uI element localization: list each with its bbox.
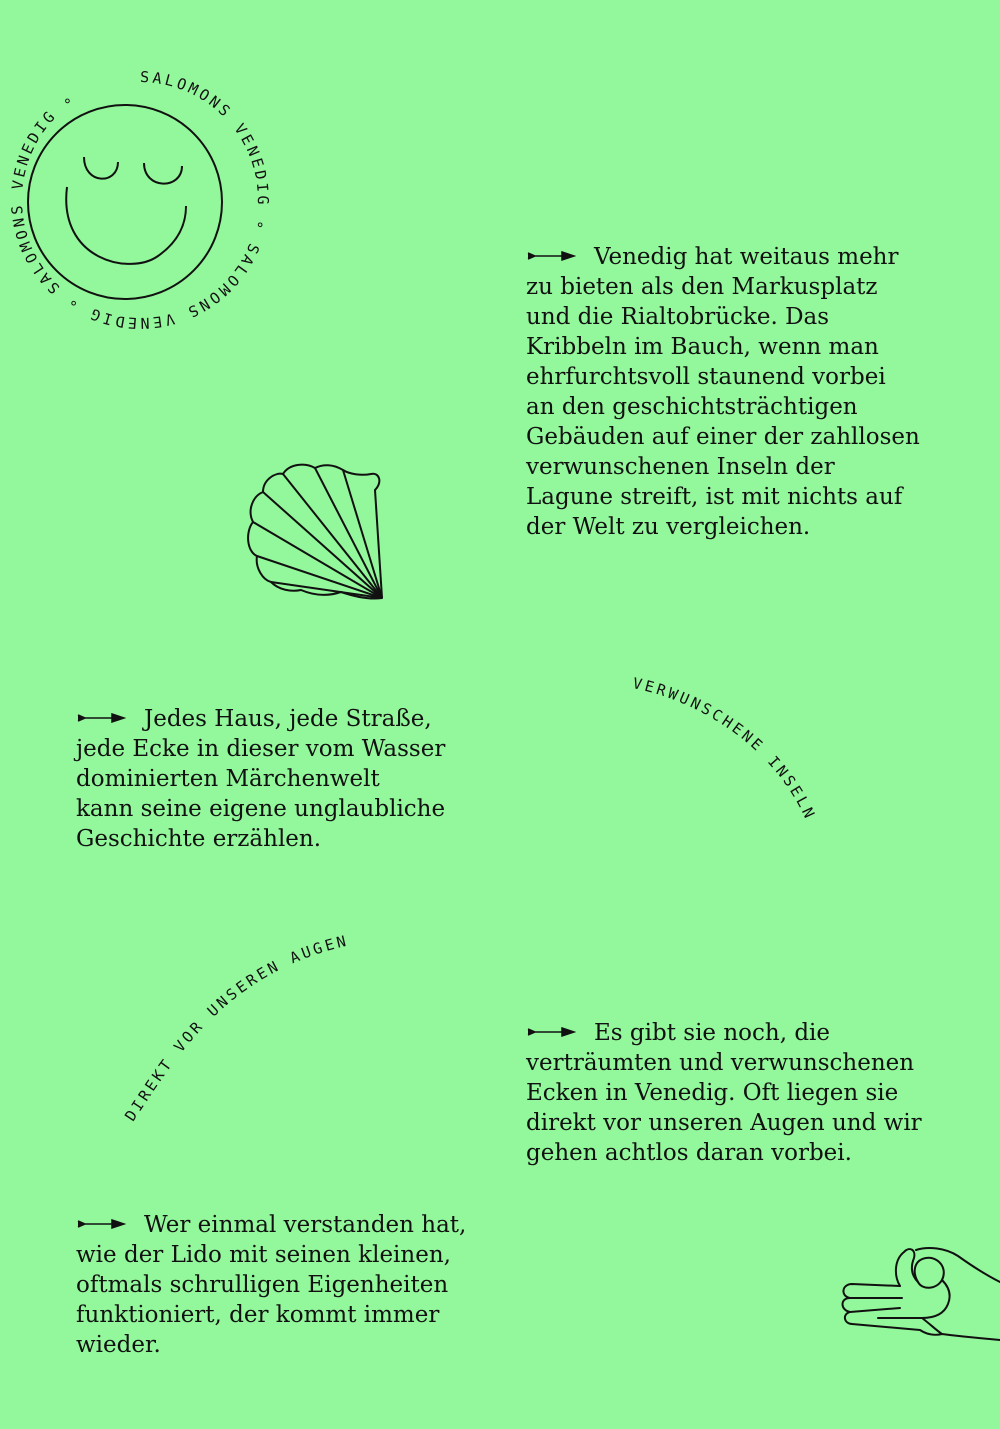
paragraph-1 xyxy=(526,242,956,542)
paragraph-2-line: dominierten Märchenwelt xyxy=(76,766,380,792)
paragraph-3 xyxy=(526,1018,956,1168)
smiley-stamp xyxy=(0,60,290,350)
paragraph-4-line: wie der Lido mit seinen kleinen, xyxy=(76,1242,451,1268)
arrow-icon xyxy=(526,1026,576,1038)
paragraph-4-line: Wer einmal verstanden hat, xyxy=(144,1212,467,1238)
curved-label-verwunschene xyxy=(620,670,840,840)
paragraph-1-line: der Welt zu vergleichen. xyxy=(526,514,811,540)
paragraph-4 xyxy=(76,1210,506,1360)
arrow-icon xyxy=(76,1218,126,1230)
paragraph-1-line: zu bieten als den Markusplatz xyxy=(526,274,878,300)
paragraph-1-line: Gebäuden auf einer der zahllosen xyxy=(526,424,920,450)
scallop-shell-icon xyxy=(245,460,390,605)
paragraph-4-line: funktioniert, der kommt immer xyxy=(76,1302,440,1328)
paragraph-1-line: und die Rialtobrücke. Das xyxy=(526,304,830,330)
paragraph-3-line: verträumten und verwunschenen xyxy=(526,1050,915,1076)
paragraph-1-line: verwunschenen Inseln der xyxy=(526,454,835,480)
paragraph-2-line: Jedes Haus, jede Straße, xyxy=(144,706,432,732)
paragraph-1-line: ehrfurchtsvoll staunend vorbei xyxy=(526,364,886,390)
paragraph-2-line: Geschichte erzählen. xyxy=(76,826,322,852)
paragraph-3-line: Ecken in Venedig. Oft liegen sie xyxy=(526,1080,899,1106)
arrow-icon xyxy=(526,250,576,262)
curved-label-direkt xyxy=(115,930,365,1130)
arrow-icon xyxy=(76,712,126,724)
paragraph-1-line: Venedig hat weitaus mehr xyxy=(594,244,899,270)
paragraph-1-line: Lagune streift, ist mit nichts auf xyxy=(526,484,903,510)
paragraph-3-line: gehen achtlos daran vorbei. xyxy=(526,1140,852,1166)
paragraph-2-line: jede Ecke in dieser vom Wasser xyxy=(76,736,446,762)
stamp-text: SALOMONS VENEDIG ∘ SALOMONS VENEDIG ∘ SALOMONS VENEDIG ∘ xyxy=(7,67,273,333)
paragraph-1-line: an den geschichtsträchtigen xyxy=(526,394,858,420)
paragraph-4-line: wieder. xyxy=(76,1332,161,1358)
ok-hand-gesture-icon xyxy=(838,1242,1000,1342)
paragraph-2 xyxy=(76,704,506,854)
paragraph-4-line: oftmals schrulligen Eigenheiten xyxy=(76,1272,449,1298)
smiley-face-icon xyxy=(28,105,222,299)
direkt-vor-unseren-augen-label: DIREKT VOR UNSEREN AUGEN xyxy=(121,931,351,1125)
paragraph-2-line: kann seine eigene unglaubliche xyxy=(76,796,446,822)
paragraph-3-line: direkt vor unseren Augen und wir xyxy=(526,1110,922,1136)
verwunschene-inseln-label: VERWUNSCHENE INSELN xyxy=(631,674,820,824)
paragraph-3-line: Es gibt sie noch, die xyxy=(594,1020,831,1046)
paragraph-1-line: Kribbeln im Bauch, wenn man xyxy=(526,334,879,360)
